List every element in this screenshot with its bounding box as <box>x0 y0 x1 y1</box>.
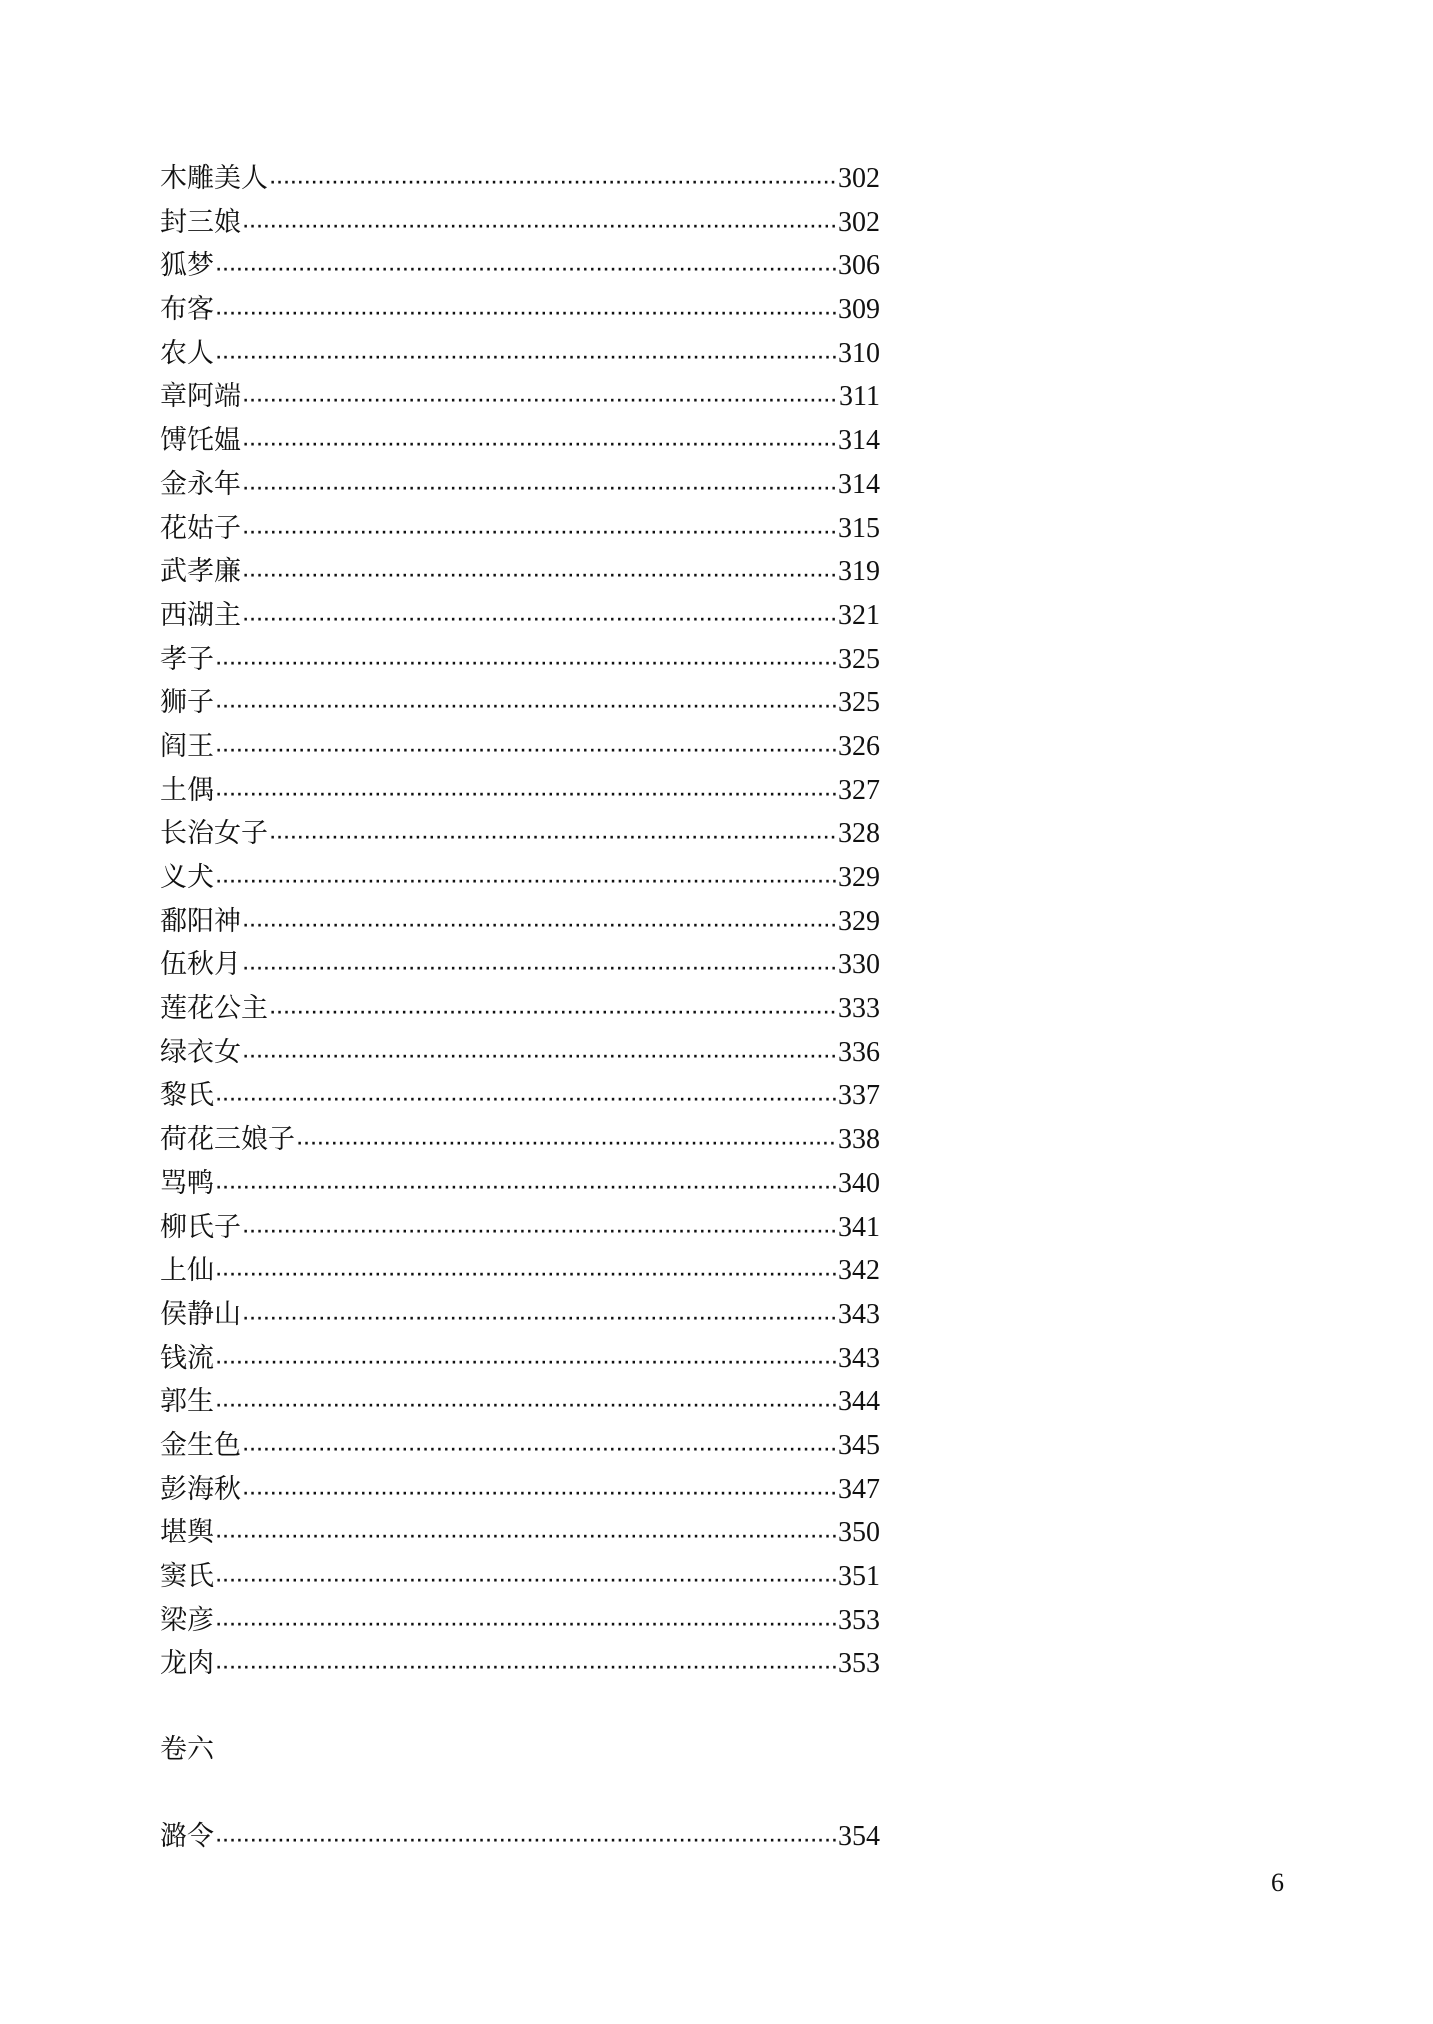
dot-leader <box>216 643 836 687</box>
dot-leader <box>243 1473 836 1517</box>
toc-entry[interactable] <box>160 1468 880 1512</box>
toc-entry[interactable] <box>160 332 880 376</box>
toc-entry-title: 农人 <box>160 337 214 369</box>
toc-entry-page: 325 <box>838 643 880 675</box>
toc-entry[interactable] <box>160 201 880 245</box>
toc-entry-page: 344 <box>838 1386 880 1418</box>
dot-leader <box>216 1647 836 1691</box>
table-of-contents-continued <box>160 1815 880 1859</box>
toc-entry-page: 319 <box>838 556 880 588</box>
toc-entry[interactable] <box>160 1337 880 1381</box>
toc-entry[interactable] <box>160 507 880 551</box>
volume-heading: 卷六 <box>160 1734 214 1765</box>
toc-entry-title: 武孝廉 <box>160 556 241 588</box>
toc-entry-title: 馎饦媪 <box>160 425 241 457</box>
toc-entry-title: 黎氏 <box>160 1080 214 1112</box>
toc-entry[interactable] <box>160 1206 880 1250</box>
toc-entry[interactable] <box>160 594 880 638</box>
dot-leader <box>216 1342 836 1386</box>
dot-leader <box>216 861 836 905</box>
dot-leader <box>216 1385 836 1429</box>
toc-entry[interactable] <box>160 769 880 813</box>
toc-entry-page: 302 <box>838 206 880 238</box>
toc-entry-page: 302 <box>838 163 880 194</box>
toc-entry[interactable] <box>160 1642 880 1686</box>
toc-entry[interactable] <box>160 1031 880 1075</box>
toc-entry-page: 337 <box>838 1080 880 1112</box>
dot-leader <box>216 249 836 293</box>
toc-entry-title: 土偶 <box>160 774 214 806</box>
toc-entry-title: 狮子 <box>160 687 214 719</box>
dot-leader <box>270 162 836 206</box>
dot-leader <box>243 206 836 250</box>
dot-leader <box>243 1298 836 1342</box>
toc-entry[interactable] <box>160 1162 880 1206</box>
toc-entry-title: 堪舆 <box>160 1517 214 1549</box>
toc-entry[interactable] <box>160 550 880 594</box>
toc-entry-title: 封三娘 <box>160 206 241 238</box>
toc-entry[interactable] <box>160 856 880 900</box>
dot-leader <box>216 293 836 337</box>
toc-entry-page: 329 <box>838 862 880 893</box>
toc-entry-title: 骂鸭 <box>160 1167 214 1199</box>
dot-leader <box>216 1079 836 1123</box>
toc-entry[interactable] <box>160 900 880 944</box>
toc-entry[interactable] <box>160 419 880 463</box>
toc-entry[interactable] <box>160 1074 880 1118</box>
toc-entry-page: 326 <box>838 730 880 762</box>
page-number: 6 <box>1271 1868 1284 1897</box>
toc-entry[interactable] <box>160 681 880 725</box>
toc-entry-page: 333 <box>838 993 880 1025</box>
toc-entry[interactable] <box>160 987 880 1031</box>
toc-entry-page: 315 <box>838 512 880 544</box>
toc-entry[interactable] <box>160 1293 880 1337</box>
dot-leader <box>216 1820 836 1864</box>
toc-entry-title: 义犬 <box>160 862 214 893</box>
dot-leader <box>270 992 836 1036</box>
toc-entry-title: 布客 <box>160 294 214 326</box>
dot-leader <box>243 948 836 992</box>
toc-entry-page: 306 <box>838 250 880 282</box>
toc-entry-page: 314 <box>838 468 880 500</box>
dot-leader <box>243 380 837 424</box>
toc-entry-title: 龙肉 <box>160 1648 214 1680</box>
toc-entry-page: 311 <box>839 381 880 413</box>
toc-entry-page: 314 <box>838 425 880 457</box>
toc-entry[interactable] <box>160 812 880 856</box>
toc-entry-title: 狐梦 <box>160 250 214 282</box>
dot-leader <box>216 1516 836 1560</box>
toc-entry-title: 伍秋月 <box>160 949 241 981</box>
toc-entry-title: 侯静山 <box>160 1298 241 1330</box>
toc-entry-page: 309 <box>838 294 880 326</box>
toc-entry-title: 金永年 <box>160 468 241 500</box>
toc-entry[interactable] <box>160 1118 880 1162</box>
toc-entry[interactable] <box>160 943 880 987</box>
toc-entry-title: 孝子 <box>160 643 214 675</box>
dot-leader <box>243 599 836 643</box>
toc-entry[interactable] <box>160 1555 880 1599</box>
dot-leader <box>243 512 836 556</box>
toc-entry[interactable] <box>160 463 880 507</box>
toc-entry-title: 荷花三娘子 <box>160 1124 295 1156</box>
toc-entry-title: 柳氏子 <box>160 1211 241 1243</box>
dot-leader <box>243 905 836 949</box>
dot-leader <box>243 1211 836 1255</box>
toc-entry[interactable] <box>160 1380 880 1424</box>
toc-entry-page: 328 <box>838 818 880 850</box>
dot-leader <box>216 1604 836 1648</box>
toc-entry[interactable] <box>160 244 880 288</box>
toc-entry-title: 鄱阳神 <box>160 905 241 937</box>
dot-leader <box>216 1167 836 1211</box>
toc-entry-title: 梁彦 <box>160 1604 214 1636</box>
dot-leader <box>243 1429 836 1473</box>
toc-entry-title: 钱流 <box>160 1342 214 1374</box>
dot-leader <box>216 337 836 381</box>
toc-entry-title: 上仙 <box>160 1255 214 1287</box>
dot-leader <box>216 686 836 730</box>
dot-leader <box>216 1560 836 1604</box>
dot-leader <box>297 1123 836 1167</box>
toc-entry-title: 郭生 <box>160 1386 214 1418</box>
toc-entry[interactable] <box>160 375 880 419</box>
toc-entry[interactable] <box>160 1815 880 1859</box>
toc-entry-page: 327 <box>838 774 880 806</box>
toc-entry-page: 343 <box>838 1298 880 1330</box>
toc-entry-page: 353 <box>838 1648 880 1680</box>
toc-entry-page: 325 <box>838 687 880 719</box>
toc-entry[interactable] <box>160 638 880 682</box>
table-of-contents <box>160 157 880 1686</box>
toc-entry-page: 329 <box>838 905 880 937</box>
toc-entry-page: 336 <box>838 1036 880 1068</box>
toc-entry-page: 353 <box>838 1604 880 1636</box>
toc-entry-title: 西湖主 <box>160 599 241 631</box>
toc-entry[interactable] <box>160 288 880 332</box>
toc-entry-title: 阎王 <box>160 730 214 762</box>
toc-entry-page: 310 <box>838 337 880 369</box>
dot-leader <box>216 1254 836 1298</box>
toc-entry-title: 木雕美人 <box>160 163 268 194</box>
dot-leader <box>243 424 836 468</box>
toc-entry-title: 莲花公主 <box>160 993 268 1025</box>
toc-entry-page: 340 <box>838 1167 880 1199</box>
dot-leader <box>216 730 836 774</box>
toc-entry[interactable] <box>160 1511 880 1555</box>
toc-entry-title: 章阿端 <box>160 381 241 413</box>
toc-entry-title: 金生色 <box>160 1429 241 1461</box>
dot-leader <box>243 555 836 599</box>
toc-entry[interactable] <box>160 725 880 769</box>
toc-entry-title: 潞令 <box>160 1821 214 1852</box>
toc-entry-page: 343 <box>838 1342 880 1374</box>
toc-entry-page: 342 <box>838 1255 880 1287</box>
toc-entry-title: 绿衣女 <box>160 1036 241 1068</box>
toc-entry-page: 351 <box>838 1561 880 1592</box>
toc-entry[interactable] <box>160 1249 880 1293</box>
toc-entry-page: 347 <box>838 1473 880 1505</box>
toc-entry-page: 354 <box>838 1821 880 1852</box>
toc-entry-page: 345 <box>838 1429 880 1461</box>
dot-leader <box>216 774 836 818</box>
toc-entry[interactable] <box>160 157 880 201</box>
toc-entry-title: 长治女子 <box>160 818 268 850</box>
toc-entry-title: 窦氏 <box>160 1561 214 1592</box>
toc-entry-page: 338 <box>838 1124 880 1156</box>
dot-leader <box>243 468 836 512</box>
toc-entry-title: 彭海秋 <box>160 1473 241 1505</box>
dot-leader <box>270 817 836 861</box>
toc-entry-page: 341 <box>838 1211 880 1243</box>
toc-entry-page: 321 <box>838 599 880 631</box>
toc-entry-title: 花姑子 <box>160 512 241 544</box>
toc-entry[interactable] <box>160 1424 880 1468</box>
toc-entry-page: 350 <box>838 1517 880 1549</box>
toc-entry-page: 330 <box>838 949 880 981</box>
toc-entry[interactable] <box>160 1599 880 1643</box>
dot-leader <box>243 1036 836 1080</box>
